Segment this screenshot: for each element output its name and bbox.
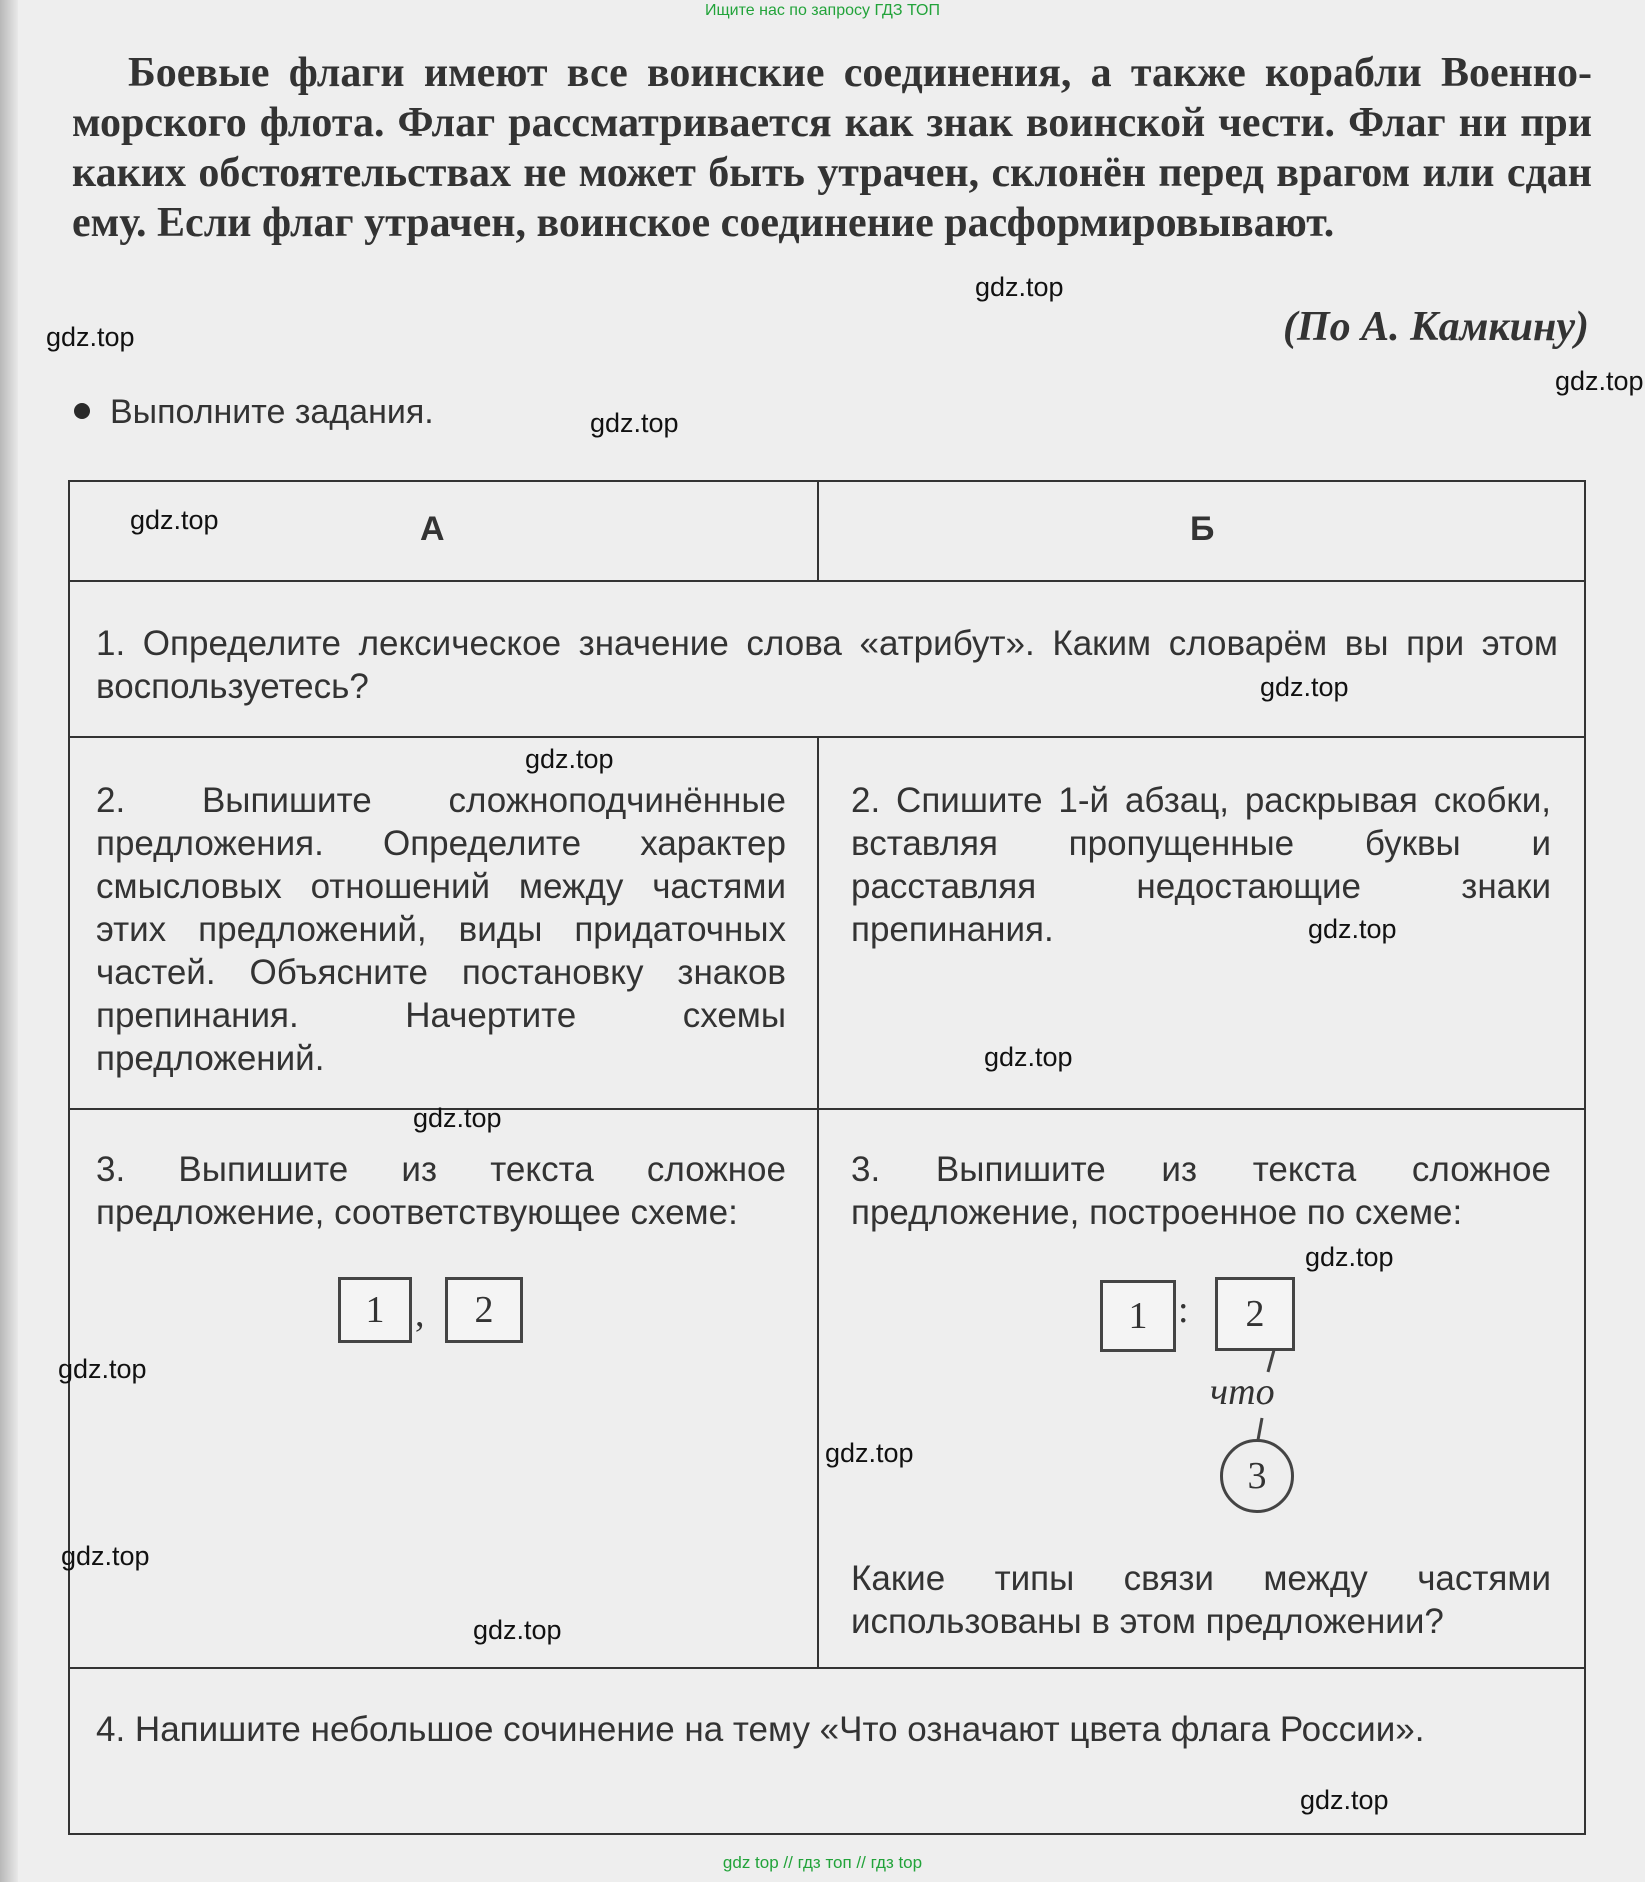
watermark: gdz.top bbox=[130, 505, 219, 535]
watermark: gdz.top bbox=[1305, 1242, 1394, 1272]
instruction-text: Выполните задания. bbox=[110, 393, 434, 431]
bottom-banner[interactable]: gdz top // гдз топ // гдз top bbox=[722, 1853, 923, 1872]
watermark: gdz.top bbox=[1555, 366, 1644, 396]
author-attribution: (По А. Камкину) bbox=[1282, 304, 1589, 350]
task-2a: 2. Выпишите сложноподчинённые предложения. Определите характер смысловых отношений между частями этих предложений, виды придаточных частей. Объясните постановку знаков препинания. Начертите схемы предложений. bbox=[96, 781, 786, 1078]
bullet-icon bbox=[74, 403, 90, 419]
task-3a: 3. Выпишите из текста сложное предложение, соответствующее схеме: bbox=[96, 1150, 786, 1232]
scheme-b-conjunction: что bbox=[1210, 1371, 1275, 1413]
task-3b-question: Какие типы связи между частями использованы в этом предложении? bbox=[851, 1559, 1551, 1641]
watermark: gdz.top bbox=[1300, 1785, 1389, 1815]
scheme-a-box-2: 2 bbox=[445, 1277, 523, 1343]
scheme-b-circle-3: 3 bbox=[1220, 1439, 1294, 1513]
watermark: gdz.top bbox=[975, 272, 1064, 302]
scheme-b-box-2: 2 bbox=[1215, 1277, 1295, 1351]
column-divider bbox=[817, 738, 819, 1667]
scheme-a-separator: , bbox=[415, 1293, 425, 1335]
watermark: gdz.top bbox=[984, 1042, 1073, 1072]
scheme-b-box-1: 1 bbox=[1100, 1280, 1176, 1352]
instruction-line bbox=[74, 393, 434, 432]
watermark: gdz.top bbox=[413, 1103, 502, 1133]
main-paragraph: Боевые флаги имеют все воинские соединения, а также корабли Военно-морского флота. Флаг рассматривается как знак воинской чести. Флаг ни при каких обстоятельствах не может быть утрачен, склонён перед врагом или сдан ему. Если флаг утрачен, воинское соединение расформировывают. bbox=[72, 50, 1592, 246]
task-3b: 3. Выпишите из текста сложное предложение, построенное по схеме: bbox=[851, 1150, 1551, 1232]
watermark: gdz.top bbox=[1260, 672, 1349, 702]
watermark: gdz.top bbox=[590, 408, 679, 438]
watermark: gdz.top bbox=[825, 1438, 914, 1468]
top-banner[interactable]: Ищите нас по запросу ГДЗ ТОП bbox=[705, 2, 940, 19]
row-divider bbox=[70, 1667, 1584, 1669]
task-4: 4. Напишите небольшое сочинение на тему «Что означают цвета флага России». bbox=[96, 1710, 1425, 1749]
watermark: gdz.top bbox=[473, 1615, 562, 1645]
watermark: gdz.top bbox=[58, 1354, 147, 1384]
watermark: gdz.top bbox=[1308, 914, 1397, 944]
header-divider bbox=[817, 482, 819, 582]
watermark: gdz.top bbox=[525, 744, 614, 774]
row-divider bbox=[70, 580, 1584, 582]
scheme-b-separator: : bbox=[1178, 1289, 1189, 1331]
column-a-header: А bbox=[420, 510, 445, 548]
watermark: gdz.top bbox=[61, 1541, 150, 1571]
row-divider bbox=[70, 1108, 1584, 1110]
scheme-a-box-1: 1 bbox=[338, 1277, 412, 1343]
task-table bbox=[68, 480, 1586, 1835]
watermark: gdz.top bbox=[46, 322, 135, 352]
task-1: 1. Определите лексическое значение слова «атрибут». Каким словарём вы при этом воспользуетесь? bbox=[96, 624, 1558, 706]
row-divider bbox=[70, 736, 1584, 738]
task-2b: 2. Спишите 1-й абзац, раскрывая скобки, вставляя пропущенные буквы и расставляя недостающие знаки препинания. bbox=[851, 781, 1551, 949]
page-edge-shadow bbox=[0, 0, 18, 1882]
column-b-header: Б bbox=[1190, 510, 1215, 548]
